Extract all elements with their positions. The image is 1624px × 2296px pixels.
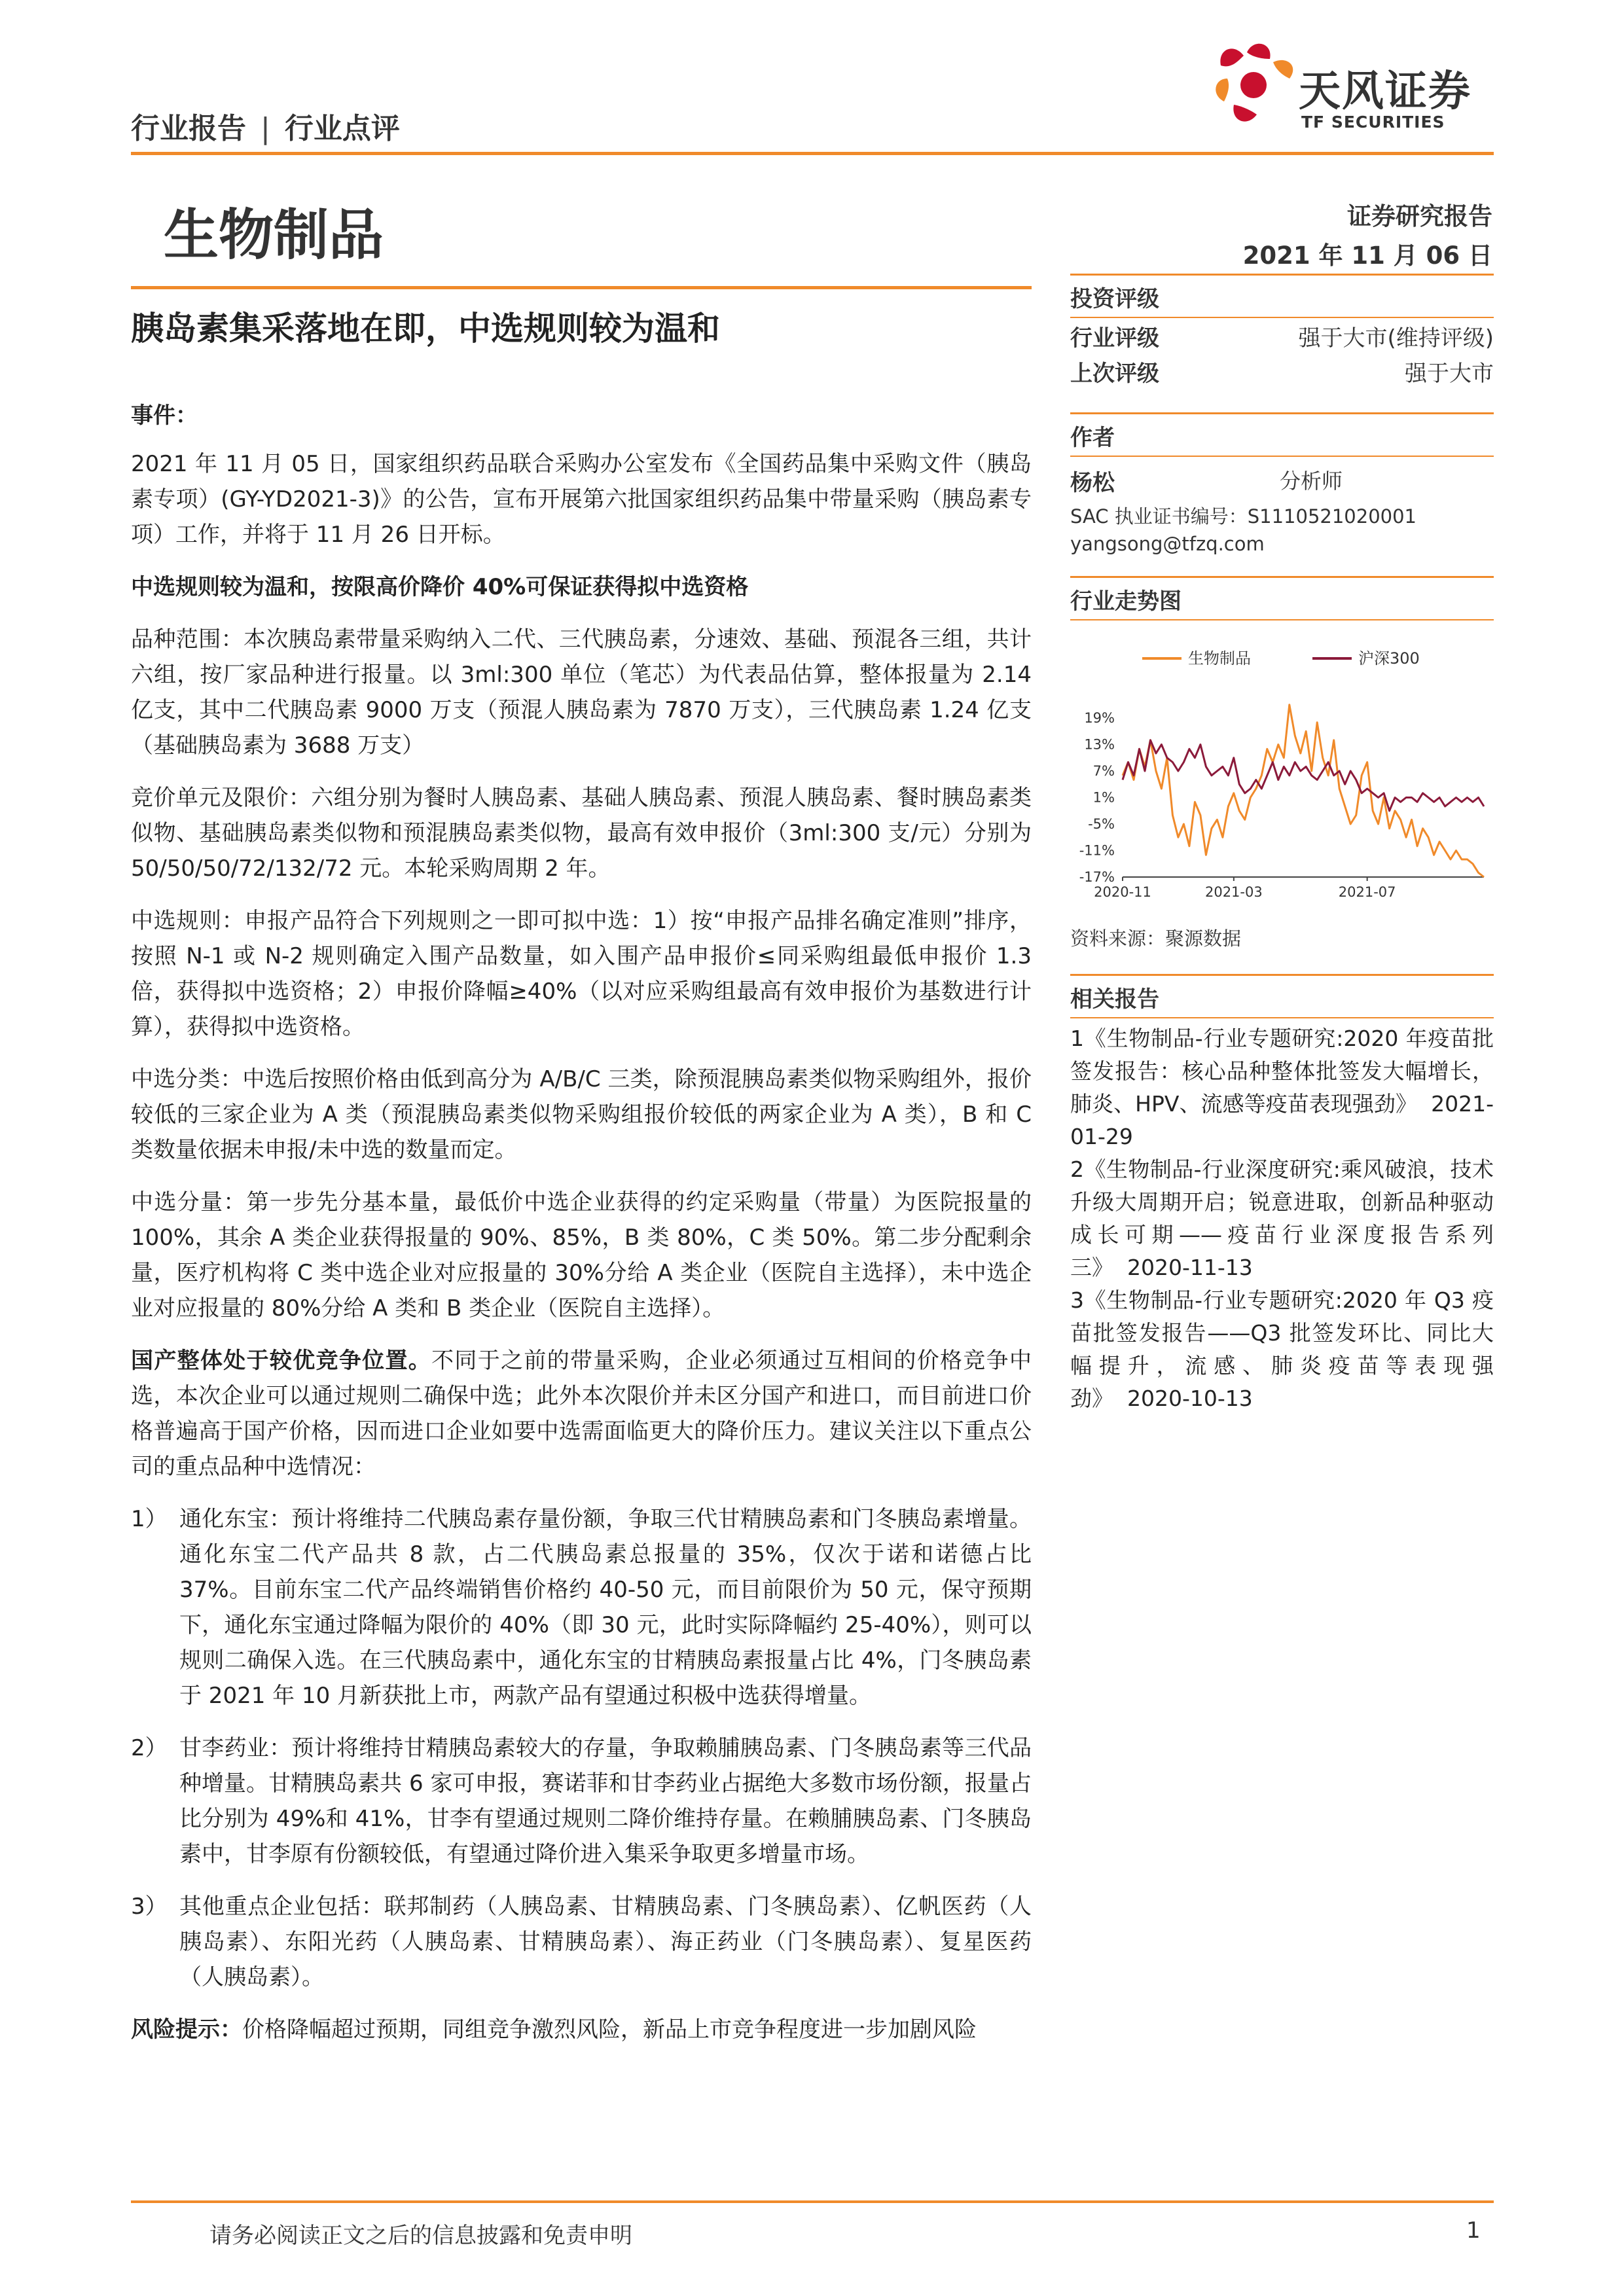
domestic-text: 不同于之前的带量采购，企业必须通过互相间的价格竞争中选，本次企业可以通过规则二确保中选；此外本次限价并未区分国产和进口，而目前进口价格普遍高于国产价格，因而进口企业如要中选需面临更大的降价压力。建议关注以下重点公司的重点品种中选情况： [131,1348,1032,1480]
sidebar-author-section [1070,412,1494,555]
rating-title: 投资评级 [1070,286,1159,312]
author-role: 分析师 [1280,469,1343,493]
x-tick-label: 2021-07 [1338,884,1396,900]
list-item-number: 3） [131,1893,168,1920]
list-item-text: 其他重点企业包括：联邦制药（人胰岛素、甘精胰岛素、门冬胰岛素）、亿帆医药（人胰岛素）、东阳光药（人胰岛素、甘精胰岛素）、海正药业（门冬胰岛素）、复星医药（人胰岛素）。 [179,1893,1032,1990]
related-title: 相关报告 [1070,986,1159,1013]
related-item-title: 1《生物制品-行业专题研究:2020 年疫苗批签发报告：核心品种整体批签发大幅增长，肺炎、HPV、流感等疫苗表现强劲》 [1070,1026,1494,1117]
report-type-line [131,105,400,147]
related-item-title: 3《生物制品-行业专题研究:2020 年 Q3 疫苗批签发报告——Q3 批签发环比、同比大幅提升，流感、肺炎疫苗等表现强劲》 [1070,1287,1494,1411]
header-divider [131,152,1494,155]
headline-divider [131,286,1032,289]
report-kind: 证券研究报告 [1347,202,1492,230]
related-item[interactable] [1070,1284,1494,1415]
paragraph-rules: 中选规则：申报产品符合下列规则之一即可拟中选：1）按“申报产品排名确定准则”排序，按照 N-1 或 N-2 规则确定入围产品数量，如入围产品申报价≤同采购组最低申报价 1.3 倍，获得拟中选资格；2）申报价降幅≥40%（以对应采购组最高有效申报价为基数进行计算），获得拟中选资格。 [131,908,1032,1040]
risk-lead: 风险提示： [131,2017,242,2043]
x-tick-label: 2020-11 [1094,884,1151,900]
author-email: yangsong@tfzq.com [1070,533,1265,555]
rating-key: 行业评级 [1070,325,1159,351]
related-item-date: 2021-01-29 [1070,1091,1494,1149]
related-list [1070,1022,1494,1415]
logo-petal-2 [1247,44,1271,59]
sidebar-divider [1070,619,1494,620]
logo-petal-4 [1216,79,1229,101]
report-type-separator: | [261,112,270,145]
sidebar-divider [1070,1017,1494,1018]
footer-disclaimer: 请务必阅读正文之后的信息披露和免责申明 [209,2223,632,2249]
sector-title: 生物制品 [164,203,384,267]
sidebar-divider [1070,974,1494,976]
list-item-text: 通化东宝：预计将维持二代胰岛素存量份额，争取三代甘精胰岛素和门冬胰岛素增量。通化东宝二代产品共 8 款，占二代胰岛素总报量的 35%，仅次于诺和诺德占比 37%。目前东宝二代产品终端销售价格约 40-50 元，而目前限价为 50 元，保守预期下，通化东宝通过降幅为限价的 40%（即 30 元，此时实际降幅约 25-40%），则可以规则二确保入选。在三代胰岛素中，通化东宝的甘精胰岛素报量占比 4%，门冬胰岛素于 2021 年 10 月新获批上市，两款产品有望通过积极中选获得增量。 [179,1506,1032,1709]
paragraph-risk [131,2012,1032,2047]
logo-name-cn: 天风证券 [1299,67,1471,116]
logo-name-en: TF SECURITIES [1301,113,1445,132]
footer-divider [131,2200,1494,2203]
list-item [131,1731,1032,1872]
chart-source: 资料来源：聚源数据 [1070,927,1242,950]
list-item-number: 2） [131,1735,168,1761]
logo-petal-5 [1233,105,1257,122]
page-number: 1 [1466,2217,1481,2244]
logo-petal-3 [1273,60,1293,79]
paragraph-allocation: 中选分量：第一步先分基本量，最低价中选企业获得的约定采购量（带量）为医院报量的 100%，其余 A 类企业获得报量的 90%、85%，B 类 80%，C 类 50%。第二步分配剩余量，医疗机构将 C 类中选企业对应报量的 30%分给 A 类企业（医院自主选择），未中选企业对应报量的 80%分给 A 类和 B 类企业（医院自主选择）。 [131,1189,1032,1321]
paragraph-domestic [131,1343,1032,1484]
sidebar-divider [1070,456,1494,457]
report-type: 行业报告 [131,112,246,145]
sidebar-divider [1070,274,1494,276]
y-tick-label: -17% [1079,869,1115,885]
industry-trend-chart [1070,635,1494,900]
sidebar-rating-section [1070,274,1494,391]
y-tick-label: -11% [1079,842,1115,859]
trend-title: 行业走势图 [1070,588,1182,615]
related-item-title: 2《生物制品-行业深度研究:乘风破浪，技术升级大周期开启；锐意进取，创新品种驱动成长可期——疫苗行业深度报告系列三》 [1070,1157,1494,1280]
logo-center [1240,72,1267,98]
y-tick-label: -5% [1088,816,1115,832]
series-line [1123,705,1484,877]
sidebar-divider [1070,412,1494,414]
paragraph-scope: 品种范围：本次胰岛素带量采购纳入二代、三代胰岛素，分速效、基础、预混各三组，共计六组，按厂家品种进行报量。以 3ml:300 单位（笔芯）为代表品估算，整体报量为 2.14 亿支，其中二代胰岛素 9000 万支（预混人胰岛素为 7870 万支），三代胰岛素 1.24 亿支（基础胰岛素为 3688 万支） [131,626,1032,759]
author-row [1070,465,1494,497]
list-item-number: 1） [131,1506,168,1532]
author-name: 杨松 [1070,470,1115,496]
sidebar-divider [1070,576,1494,578]
list-item [131,1889,1032,1995]
y-tick-label: 13% [1084,736,1115,753]
author-cert: SAC 执业证书编号：S1110521020001 [1070,505,1417,528]
report-date: 2021 年 11 月 06 日 [1242,242,1492,270]
risk-text: 价格降幅超过预期，同组竞争激烈风险，新品上市竞争程度进一步加剧风险 [242,2017,977,2043]
related-item[interactable] [1070,1153,1494,1284]
y-tick-label: 19% [1084,710,1115,726]
list-item-text: 甘李药业：预计将维持甘精胰岛素较大的存量，争取赖脯胰岛素、门冬胰岛素等三代品种增量。甘精胰岛素共 6 家可申报，赛诺菲和甘李药业占据绝大多数市场份额，报量占比分别为 49%和 41%，甘李有望通过规则二降价维持存量。在赖脯胰岛素、门冬胰岛素中，甘李原有份额较低，有望通过降价进入集采争取更多增量市场。 [179,1735,1032,1867]
legend-label: 生物制品 [1188,649,1251,668]
domestic-lead: 国产整体处于较优竞争位置。 [131,1348,432,1374]
main-body [131,398,1032,2064]
headline: 胰岛素集采落地在即，中选规则较为温和 [131,310,720,348]
author-title: 作者 [1070,425,1115,451]
sidebar-trend-section [1070,576,1494,620]
related-item-date: 2020-10-13 [1127,1386,1253,1411]
list-item [131,1501,1032,1713]
rating-key: 上次评级 [1070,361,1159,387]
y-tick-label: 1% [1092,789,1115,806]
related-item-date: 2020-11-13 [1127,1255,1253,1280]
logo-petal-1 [1220,48,1244,66]
event-title: 事件： [131,403,198,429]
paragraph-classification: 中选分类：中选后按照价格由低到高分为 A/B/C 三类，除预混胰岛素类似物采购组外，报价较低的三家企业为 A 类（预混胰岛素类似物采购组报价较低的两家企业为 A 类），B 和 C 类数量依据未申报/未中选的数量而定。 [131,1066,1032,1163]
rating-row [1070,321,1494,356]
sidebar-related-section [1070,974,1494,1415]
series-line [1123,740,1484,811]
event-text: 2021 年 11 月 05 日，国家组织药品联合采购办公室发布《全国药品集中采购文件（胰岛素专项）(GY-YD2021-3)》的公告，宣布开展第六批国家组织药品集中带量采购（胰岛素专项）工作，并将于 11 月 26 日开标。 [131,451,1032,548]
report-subtype: 行业点评 [284,112,400,145]
related-item[interactable] [1070,1022,1494,1153]
x-tick-label: 2021-03 [1204,884,1263,900]
paragraph-bidding: 竞价单元及限价：六组分别为餐时人胰岛素、基础人胰岛素、预混人胰岛素、餐时胰岛素类似物、基础胰岛素类似物和预混胰岛素类似物，最高有效申报价（3ml:300 支/元）分别为 50/50/50/72/132/72 元。本轮采购周期 2 年。 [131,785,1032,882]
rating-value: 强于大市(维持评级) [1298,325,1494,351]
rules-title: 中选规则较为温和，按限高价降价 40%可保证获得拟中选资格 [131,574,749,600]
y-tick-label: 7% [1092,763,1115,779]
sidebar-divider [1070,317,1494,318]
legend-label: 沪深300 [1358,649,1420,668]
rating-value: 强于大市 [1405,361,1494,387]
rating-row [1070,356,1494,391]
